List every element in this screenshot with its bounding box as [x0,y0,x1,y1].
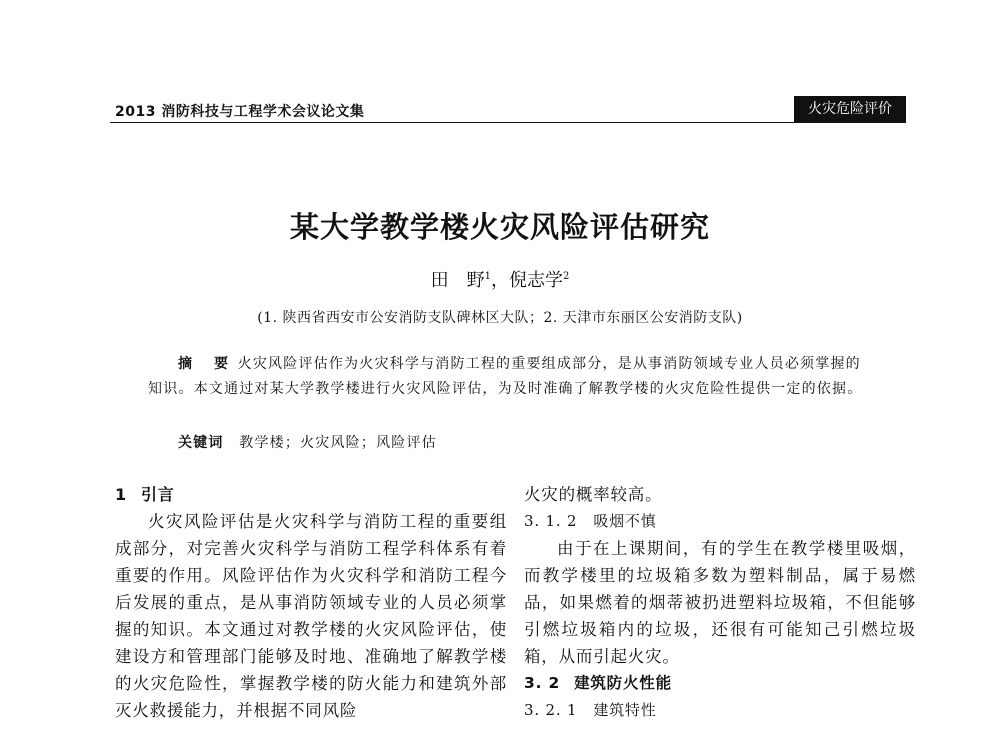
author-separator: ， [491,270,509,291]
keywords [178,432,437,452]
left-column [115,481,507,724]
subsection-title: 建筑防火性能 [574,674,672,692]
author-2-affil: 2 [563,271,570,282]
keywords-label: 关键词 [178,435,224,451]
header-rule [110,122,906,123]
right-column [524,481,916,724]
subsection-fire-performance [524,670,916,697]
journal-header: 2013 消防科技与工程学术会议论文集 [115,104,365,120]
affiliations: (1. 陕西省西安市公安消防支队碑林区大队；2. 天津市东丽区公安消防支队) [257,310,743,326]
subsection-number: 3. 2. 1 [524,701,578,719]
paper-title: 某大学教学楼火灾风险评估研究 [289,210,710,244]
subsection-number: 3. 1. 2 [524,512,578,530]
subsection-number: 3. 2 [524,674,561,692]
author-2: 倪志学 [509,270,563,291]
keywords-text: 教学楼；火灾风险；风险评估 [239,435,437,451]
abstract-label: 摘 要 [178,356,232,372]
subsection-building-features [524,697,916,724]
intro-paragraph: 火灾风险评估是火灾科学与消防工程的重要组成部分，对完善火灾科学与消防工程学科体系有着重要的作用。风险评估作为火灾科学和消防工程今后发展的重点，是从事消防领域专业的人员必须掌握的知识。本文通过对教学楼的火灾风险评估，使建设方和管理部门能够及时地、准确地了解教学楼的火灾危险性，掌握教学楼的防火能力和建筑外部灭火救援能力，并根据不同风险 [115,512,507,720]
author-1-affil: 1 [484,271,491,282]
section-number: 1 [115,485,127,504]
subsection-title: 建筑特性 [593,701,657,719]
section-heading-intro [115,481,507,508]
continued-text: 火灾的概率较高。 [524,485,663,504]
abstract-text: 火灾风险评估作为火灾科学与消防工程的重要组成部分，是从事消防领域专业人员必须掌握的知识。本文通过对某大学教学楼进行火灾风险评估，为及时准确了解教学楼的火灾危险性提供一定的依据。 [148,356,863,397]
section-badge: 火灾危险评价 [794,96,906,122]
abstract [148,352,868,402]
author-1: 田 野 [430,270,485,291]
authors [0,266,1000,292]
subsection-title: 吸烟不慎 [593,512,657,530]
subsection-smoking [524,508,916,535]
smoking-paragraph: 由于在上课期间，有的学生在教学楼里吸烟，而教学楼里的垃圾箱多数为塑料制品，属于易燃品，如果燃着的烟蒂被扔进塑料垃圾箱，不但能够引燃垃圾箱内的垃圾，还很有可能知己引燃垃圾箱，从而引起火灾。 [524,539,916,666]
section-title: 引言 [140,485,175,504]
